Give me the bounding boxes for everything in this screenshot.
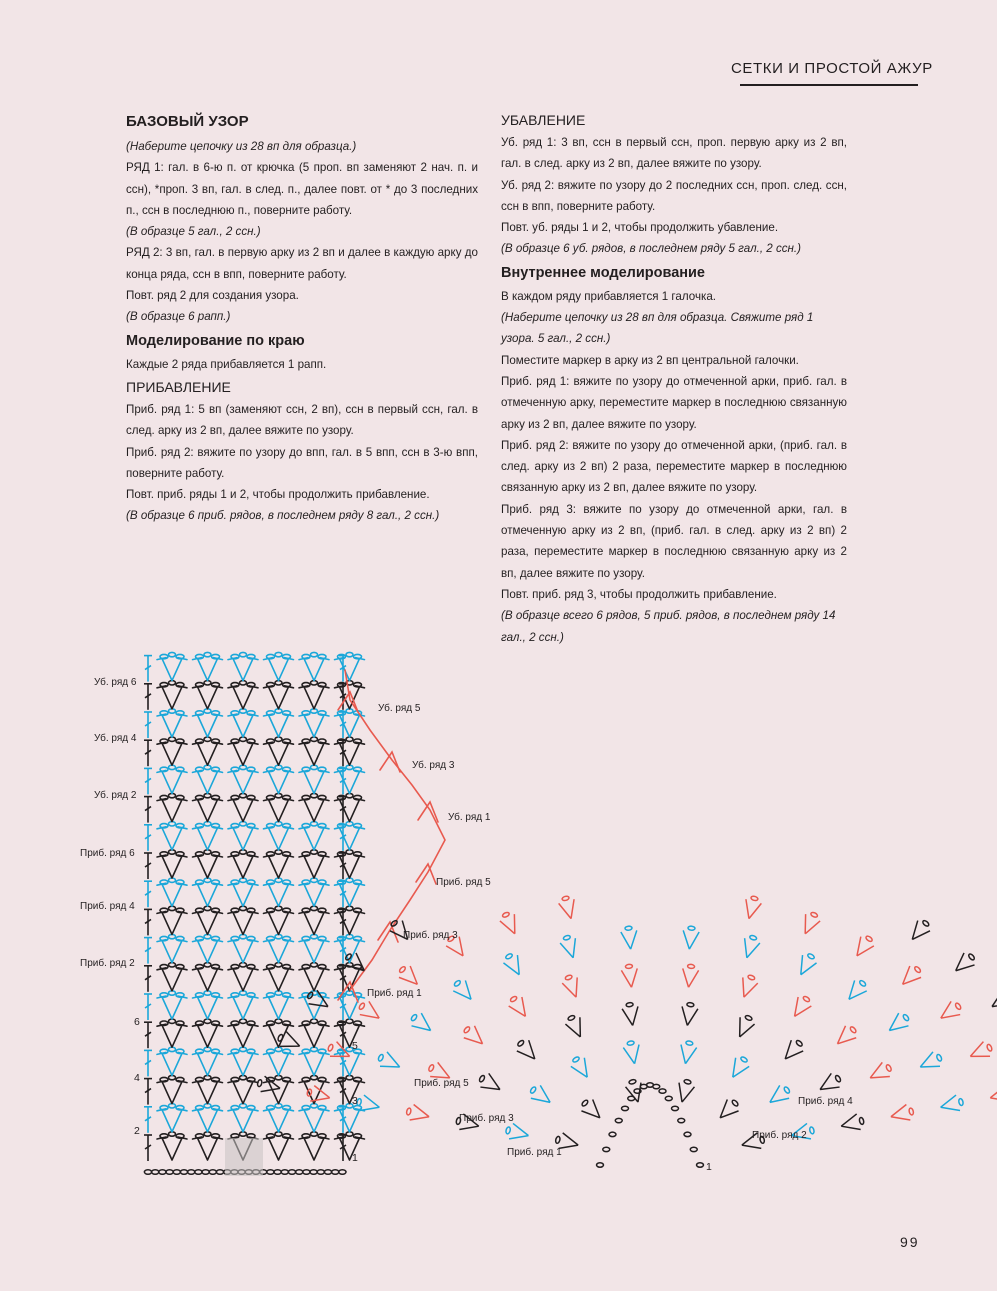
v-stitch: [193, 737, 223, 765]
fan-stitch: [406, 1105, 431, 1125]
fan-stitch: [571, 1056, 594, 1082]
fan-stitch: [988, 990, 997, 1013]
decrease-row2: Уб. ряд 2: вяжите по узору до 2 последних ссн, проп. след. ссн, ссн в впп, поверните работу.: [501, 178, 847, 213]
v-stitch: [193, 963, 223, 991]
fan-stitch: [377, 1052, 403, 1074]
v-stitch: [264, 1019, 294, 1047]
fan-stitch: [798, 911, 820, 937]
fan-stitch: [562, 974, 583, 1000]
label-dec-row-3: Уб. ряд 3: [412, 760, 455, 771]
fan-stitch: [453, 980, 477, 1005]
v-stitch: [157, 1132, 187, 1160]
edge-double-crochet: [144, 825, 152, 851]
label-dec-row-5: Уб. ряд 5: [378, 703, 421, 714]
v-stitch: [157, 906, 187, 934]
v-stitch: [157, 850, 187, 878]
v-stitch: [193, 934, 223, 962]
fan-stitch: [478, 1073, 504, 1096]
edge-shaping-text: Каждые 2 ряда прибавляется 1 рапп.: [126, 357, 327, 371]
v-stitch: [335, 1047, 365, 1075]
v-stitch: [264, 681, 294, 709]
v-stitch: [335, 1104, 365, 1132]
v-stitch: [335, 793, 365, 821]
v-stitch: [193, 765, 223, 793]
v-stitch: [228, 737, 258, 765]
label-fan-inc-row-4: Приб. ряд 4: [798, 1096, 853, 1107]
v-stitch: [157, 793, 187, 821]
base-pattern-row2: РЯД 2: 3 вп, гал. в первую арку из 2 вп и далее в каждую арку до конца ряда, ссн в впп, поверните работу.: [126, 246, 478, 281]
fan-stitch: [967, 1042, 993, 1064]
v-stitch: [157, 934, 187, 962]
v-stitch: [157, 765, 187, 793]
v-stitch: [264, 906, 294, 934]
fan-stitch: [399, 966, 423, 990]
fan-stitch: [739, 935, 760, 960]
fan-stitch: [517, 1039, 541, 1064]
edge-double-crochet: [144, 853, 152, 879]
increase-repeat: Повт. приб. ряды 1 и 2, чтобы продолжить прибавление.: [126, 488, 430, 502]
fan-stitch: [832, 1026, 857, 1050]
v-stitch: [264, 1047, 294, 1075]
v-stitch: [264, 934, 294, 962]
v-stitch: [335, 737, 365, 765]
fan-stitch: [788, 995, 811, 1020]
v-stitch: [264, 652, 294, 680]
v-stitch: [335, 878, 365, 906]
inner-shaping-repeat: Повт. приб. ряд 3, чтобы продолжить прибавление.: [501, 587, 777, 601]
label-fan-inc-row-2: Приб. ряд 2: [752, 1130, 807, 1141]
v-stitch: [299, 1019, 329, 1047]
edge-double-crochet: [144, 1107, 152, 1133]
v-stitch: [264, 822, 294, 850]
edge-double-crochet: [144, 797, 152, 823]
v-stitch: [335, 822, 365, 850]
fan-stitch: [681, 964, 699, 988]
edge-double-crochet: [144, 656, 152, 682]
v-stitch: [157, 878, 187, 906]
edge-double-crochet: [144, 909, 152, 935]
base-pattern-note3: (В образце 6 рапп.): [126, 310, 231, 324]
v-stitch: [264, 878, 294, 906]
fan-stitch: [674, 1079, 694, 1104]
v-stitch: [228, 709, 258, 737]
edge-double-crochet: [144, 684, 152, 710]
fan-stitch: [950, 953, 975, 977]
v-stitch: [193, 681, 223, 709]
v-stitch: [335, 1019, 365, 1047]
label-dec-row-6: Уб. ряд 6: [94, 677, 137, 688]
v-stitch: [335, 709, 365, 737]
page-number: 99: [900, 1234, 920, 1250]
running-header: СЕТКИ И ПРОСТОЙ АЖУР: [731, 60, 933, 77]
base-pattern-note2: (В образце 5 гал., 2 ссн.): [126, 225, 261, 239]
v-stitch: [157, 963, 187, 991]
v-stitch: [157, 1047, 187, 1075]
fan-stitch: [741, 896, 761, 921]
label-dec-row-1: Уб. ряд 1: [448, 812, 491, 823]
v-stitch: [228, 765, 258, 793]
right-diagram: [257, 896, 997, 1168]
fan-stitch: [906, 920, 930, 945]
v-stitch: [228, 878, 258, 906]
fan-stitch: [307, 1086, 332, 1106]
v-stitch: [264, 793, 294, 821]
label-row-5: 5: [352, 1040, 358, 1052]
v-stitch: [335, 850, 365, 878]
left-diagram: [144, 652, 445, 1176]
edge-double-crochet: [144, 1079, 152, 1105]
v-stitch: [335, 652, 365, 680]
fan-stitch: [529, 1085, 554, 1109]
label-row-2: 2: [134, 1125, 140, 1137]
v-stitch: [299, 963, 329, 991]
edge-double-crochet: [144, 712, 152, 738]
v-stitch: [335, 765, 365, 793]
decrease-title: УБАВЛЕНИЕ: [501, 112, 586, 128]
fan-stitch: [917, 1052, 943, 1074]
v-stitch: [193, 652, 223, 680]
v-stitch: [264, 963, 294, 991]
label-row-6: 6: [134, 1016, 140, 1028]
v-stitch: [228, 681, 258, 709]
fan-stitch: [358, 1001, 383, 1024]
inner-shaping-note2: (В образце всего 6 рядов, 5 приб. рядов, в последнем ряду 14 гал., 2 ссн.): [501, 609, 836, 644]
label-fan-row-1: 1: [706, 1161, 712, 1173]
edge-double-crochet: [144, 1050, 152, 1076]
inner-shaping-row3: Приб. ряд 3: вяжите по узору до отмеченной арки, гал. в отмеченную арку из 2 вп, (приб. гал. в след. арку из 2 вп) 2 раза, переместите маркер в последнюю связанную арку из 2 вп, далее вяжите по узору.: [501, 502, 847, 580]
edge-double-crochet: [144, 768, 152, 794]
inner-shaping-row1: Приб. ряд 1: вяжите по узору до отмеченной арки, приб. гал. в отмеченную арку, переместите маркер в последнюю связанную арку из 2 вп, далее вяжите по узору.: [501, 374, 847, 431]
fan-stitch: [715, 1099, 739, 1123]
v-stitch: [228, 850, 258, 878]
v-stitch: [299, 1132, 329, 1160]
fan-stitch: [779, 1039, 803, 1064]
label-inc-row-3: Приб. ряд 3: [403, 930, 458, 941]
v-stitch: [157, 709, 187, 737]
v-stitch: [299, 906, 329, 934]
fan-stitch: [889, 1105, 914, 1125]
v-stitch: [299, 737, 329, 765]
fan-stitch: [679, 1002, 697, 1026]
v-stitch: [299, 850, 329, 878]
label-inc-row-1: Приб. ряд 1: [367, 988, 422, 999]
increase-title: ПРИБАВЛЕНИЕ: [126, 378, 231, 395]
v-stitch: [264, 991, 294, 1019]
label-inc-row-2: Приб. ряд 2: [80, 958, 135, 969]
edge-double-crochet: [144, 740, 152, 766]
v-stitch: [264, 850, 294, 878]
edge-double-crochet: [144, 1022, 152, 1048]
repeat-highlight: [225, 1138, 263, 1176]
v-stitch: [157, 991, 187, 1019]
v-stitch: [264, 765, 294, 793]
edge-shaping-title: Моделирование по краю: [126, 332, 305, 349]
edge-double-crochet: [144, 1135, 152, 1161]
v-stitch: [193, 709, 223, 737]
v-stitch: [299, 1047, 329, 1075]
edge-double-crochet: [144, 938, 152, 964]
fan-stitch: [565, 1015, 587, 1041]
label-dec-row-4: Уб. ряд 4: [94, 733, 137, 744]
v-stitch: [157, 1104, 187, 1132]
v-stitch: [299, 934, 329, 962]
fan-stitch: [936, 1001, 961, 1024]
fan-stitch: [622, 1002, 640, 1026]
base-pattern-title: БАЗОВЫЙ УЗОР: [126, 113, 249, 130]
fan-stitch: [559, 896, 579, 921]
fan-stitch: [884, 1013, 909, 1037]
label-inc-row-4: Приб. ряд 4: [80, 901, 135, 912]
v-stitch: [228, 793, 258, 821]
v-stitch: [228, 1019, 258, 1047]
label-row-4: 4: [134, 1072, 140, 1084]
v-stitch: [193, 1075, 223, 1103]
decrease-note: (В образце 6 уб. рядов, в последнем ряду 5 гал., 2 ссн.): [501, 242, 801, 256]
v-stitch: [228, 822, 258, 850]
fan-stitch: [356, 1095, 381, 1115]
increase-row1: Приб. ряд 1: 5 вп (заменяют ссн, 2 вп), ссн в первый ссн, гал. в след. арку из 2 вп, далее вяжите по узору.: [126, 402, 478, 438]
fan-stitch: [794, 953, 817, 979]
v-stitch: [157, 737, 187, 765]
label-fan-inc-row-5: Приб. ряд 5: [414, 1078, 469, 1089]
decrease-row1: Уб. ряд 1: 3 вп, ссн в первый ссн, проп. первую арку из 2 вп, гал. в след. арку из 2 вп, далее вяжите по узору.: [501, 136, 847, 171]
decrease-repeat: Повт. уб. ряды 1 и 2, чтобы продолжить убавление.: [501, 221, 779, 235]
v-stitch: [157, 1075, 187, 1103]
fan-stitch: [850, 935, 873, 960]
fan-stitch: [410, 1013, 435, 1037]
v-stitch: [299, 765, 329, 793]
v-stitch: [193, 1047, 223, 1075]
fan-stitch: [839, 1114, 864, 1134]
v-stitch: [299, 681, 329, 709]
v-stitch: [228, 1047, 258, 1075]
v-stitch: [228, 1104, 258, 1132]
v-stitch: [193, 850, 223, 878]
v-stitch: [193, 1019, 223, 1047]
fan-stitch: [505, 1123, 530, 1143]
v-stitch: [228, 963, 258, 991]
fan-stitch: [816, 1073, 842, 1096]
fan-stitch: [726, 1056, 749, 1082]
v-stitch: [193, 906, 223, 934]
base-pattern-row1: РЯД 1: гал. в 6-ю п. от крючка (5 проп. вп заменяют 2 нач. п. и ссн), *проп. 3 вп, гал. в след. п., далее повт. от * до 3 последних п., ссн в последнюю п., поверните работу.: [126, 161, 478, 217]
fan-stitch: [560, 935, 581, 960]
inner-shaping-row2: Приб. ряд 2: вяжите по узору до отмеченной арки, (приб. гал. в след. арку из 2 вп) 2 раза, переместите маркер в последнюю связанную арку из 2 вп, далее вяжите по узору.: [501, 438, 847, 495]
fan-stitch: [581, 1099, 605, 1123]
fan-stitch: [678, 1040, 697, 1065]
v-stitch: [264, 737, 294, 765]
fan-stitch: [463, 1026, 488, 1050]
v-stitch: [157, 652, 187, 680]
v-stitch: [335, 1132, 365, 1160]
label-fan-inc-row-3: Приб. ряд 3: [459, 1113, 514, 1124]
fan-stitch: [736, 974, 757, 1000]
v-stitch: [193, 822, 223, 850]
fan-stitch: [681, 926, 699, 950]
inner-shaping-marker: Поместите маркер в арку из 2 вп центральной галочки.: [501, 353, 799, 367]
increase-note: (В образце 6 приб. рядов, в последнем ряду 8 гал., 2 ссн.): [126, 509, 440, 523]
fan-stitch: [503, 953, 526, 979]
fan-stitch: [939, 1095, 964, 1115]
v-stitch: [193, 878, 223, 906]
fan-stitch: [623, 1040, 642, 1065]
v-stitch: [264, 709, 294, 737]
inner-shaping-intro: В каждом ряду прибавляется 1 галочка.: [501, 289, 716, 303]
v-stitch: [299, 822, 329, 850]
label-fan-inc-row-1: Приб. ряд 1: [507, 1147, 562, 1158]
inner-shaping-note: (Наберите цепочку из 28 вп для образца. Свяжите ряд 1 узора. 5 гал., 2 ссн.): [501, 311, 814, 346]
v-stitch: [228, 652, 258, 680]
v-stitch: [193, 1104, 223, 1132]
label-row-1: 1: [352, 1152, 358, 1164]
base-pattern-repeat: Повт. ряд 2 для создания узора.: [126, 289, 299, 303]
edge-double-crochet: [144, 881, 152, 907]
v-stitch: [193, 793, 223, 821]
v-stitch: [335, 906, 365, 934]
label-dec-row-2: Уб. ряд 2: [94, 790, 137, 801]
fan-stitch: [866, 1062, 892, 1085]
base-pattern-note: (Наберите цепочку из 28 вп для образца.): [126, 140, 357, 153]
v-stitch: [157, 681, 187, 709]
fan-stitch: [843, 980, 867, 1005]
fan-stitch: [509, 995, 532, 1020]
v-stitch: [228, 991, 258, 1019]
v-stitch: [193, 1132, 223, 1160]
fan-stitch: [621, 926, 639, 950]
fan-stitch: [765, 1085, 790, 1109]
label-inc-row-6: Приб. ряд 6: [80, 848, 135, 859]
v-stitch: [228, 906, 258, 934]
fan-stitch: [732, 1015, 754, 1041]
fan-stitch: [500, 911, 522, 937]
fan-stitch: [988, 1086, 997, 1106]
v-stitch: [157, 822, 187, 850]
label-row-3: 3: [352, 1095, 358, 1107]
increase-row2: Приб. ряд 2: вяжите по узору до впп, гал. в 5 впп, ссн в 3-ю впп, поверните работу.: [126, 445, 478, 480]
v-stitch: [193, 991, 223, 1019]
label-inc-row-5: Приб. ряд 5: [436, 877, 491, 888]
v-stitch: [299, 652, 329, 680]
inner-shaping-title: Внутреннее моделирование: [501, 264, 705, 281]
v-stitch: [157, 1019, 187, 1047]
edge-double-crochet: [144, 994, 152, 1020]
v-stitch: [299, 878, 329, 906]
edge-double-crochet: [144, 966, 152, 992]
v-stitch: [264, 1104, 294, 1132]
v-stitch: [299, 709, 329, 737]
v-stitch: [228, 934, 258, 962]
v-stitch: [299, 793, 329, 821]
fan-stitch: [897, 966, 921, 990]
v-stitch: [264, 1132, 294, 1160]
v-stitch: [228, 1075, 258, 1103]
fan-stitch: [621, 964, 639, 988]
v-stitch: [299, 1104, 329, 1132]
